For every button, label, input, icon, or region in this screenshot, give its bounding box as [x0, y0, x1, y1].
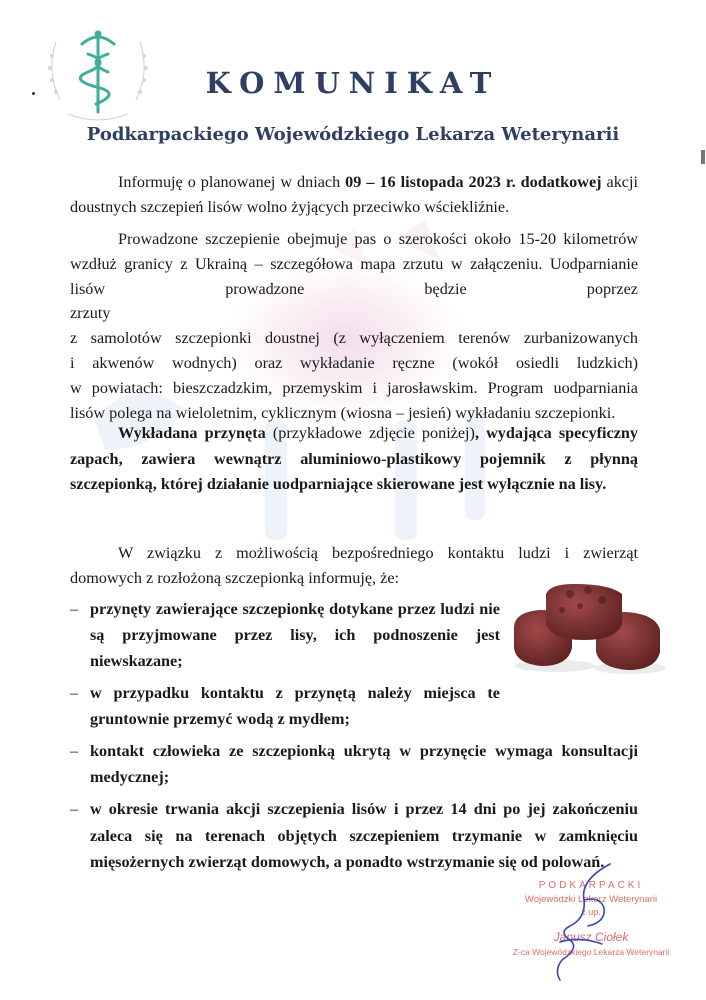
contact-line-2: domowych z rozłożoną szczepionką informuję, że:	[70, 568, 400, 587]
scope-line-7: lisów polega na wieloletnim, cyklicznym (wiosna – jesień) wykładaniu szczepionki.	[70, 403, 616, 422]
stamp-line-3: z up.	[581, 907, 601, 917]
stamp-line-2: Wojewódzki Lekarz Weterynarii	[524, 894, 658, 905]
scope-line-2: wzdłuż granicy z Ukrainą – szczegółowa mapa zrzutu w załączeniu. Uodparnianie	[70, 254, 638, 273]
list-item-text: przynęty zawierające szczepionkę dotykane przez ludzi nie są przyjmowane przez lisy, ich podnoszenie jest niewskazane;	[90, 600, 500, 670]
intro-paragraph	[70, 170, 638, 220]
list-item-text: w przypadku kontaktu z przynętą należy miejsca te gruntownie przemyć wodą z mydłem;	[90, 684, 500, 728]
scope-line-6: w powiatach: bieszczadzkim, przemyskim i jarosławskim. Program uodparniania	[70, 378, 638, 397]
list-dash: –	[70, 684, 79, 702]
scan-edge-mark	[701, 150, 705, 164]
contact-line-1: W związku z możliwością bezpośredniego kontaktu ludzi i zwierząt	[118, 544, 638, 562]
scope-line-4: z samolotów szczepionki doustnej (z wyłączeniem terenów zurbanizowanych	[70, 329, 638, 348]
list-dash: –	[70, 742, 79, 760]
bait-paragraph	[70, 421, 638, 498]
signature-image	[540, 860, 620, 985]
intro-dates: 09 – 16 listopada 2023 r. dodatkowej	[345, 173, 602, 191]
list-item-text: kontakt człowieka ze szczepionką ukrytą w przynęcie wymaga konsultacji medycznej;	[90, 742, 638, 786]
stamp-line-5: Z-ca Wojewódzkiego Lekarza Weterynarii	[512, 947, 670, 957]
bait-photo-image	[510, 582, 670, 678]
stamp-line-4: Janusz Ciołek	[553, 930, 629, 944]
list-dash: –	[70, 800, 79, 818]
bait-text-bold-b: , wydająca specyficzny zapach, zawiera wewnątrz aluminiowo-plastikowy pojemnik z płynną szczepionką, której działanie uodparniające skierowane jest wyłącznie na lisy.	[70, 424, 639, 493]
bait-text-bold-a: Wykładana przynęta	[118, 424, 266, 442]
list-item	[70, 596, 500, 674]
scope-line-5: i akwenów wodnych) oraz wykładanie ręczne (wokół osiedli ludzkich)	[70, 353, 638, 372]
stamp-line-1: PODKARPACKI	[538, 880, 644, 891]
page-subtitle: Podkarpackiego Wojewódzkiego Lekarza Weterynarii	[86, 124, 620, 145]
list-item-text: w okresie trwania akcji szczepienia lisów i przez 14 dni po jej zakończeniu zaleca się na terenach objętych szczepieniem trzymanie w zamknięciu mięsożernych zwierząt domowych, a ponadto wstrzymanie się od polowań.	[90, 800, 638, 871]
list-item	[70, 738, 638, 790]
scope-line-1: Prowadzone szczepienie obejmuje pas o szerokości około 15-20 kilometrów	[118, 230, 638, 248]
list-item	[70, 680, 500, 732]
scope-line-3: lisów prowadzone będzie poprzez zrzuty	[70, 279, 638, 323]
intro-text-pre: Informuję o planowanej w dniach	[118, 173, 346, 191]
list-dash: –	[70, 600, 79, 618]
intro-text-post: akcji doustnych szczepień lisów wolno żyjących przeciwko wściekliźnie.	[70, 173, 638, 216]
page-title: KOMUNIKAT	[205, 66, 501, 100]
scope-paragraph	[70, 227, 638, 425]
bait-text-normal: (przykładowe zdjęcie poniżej)	[265, 424, 475, 442]
